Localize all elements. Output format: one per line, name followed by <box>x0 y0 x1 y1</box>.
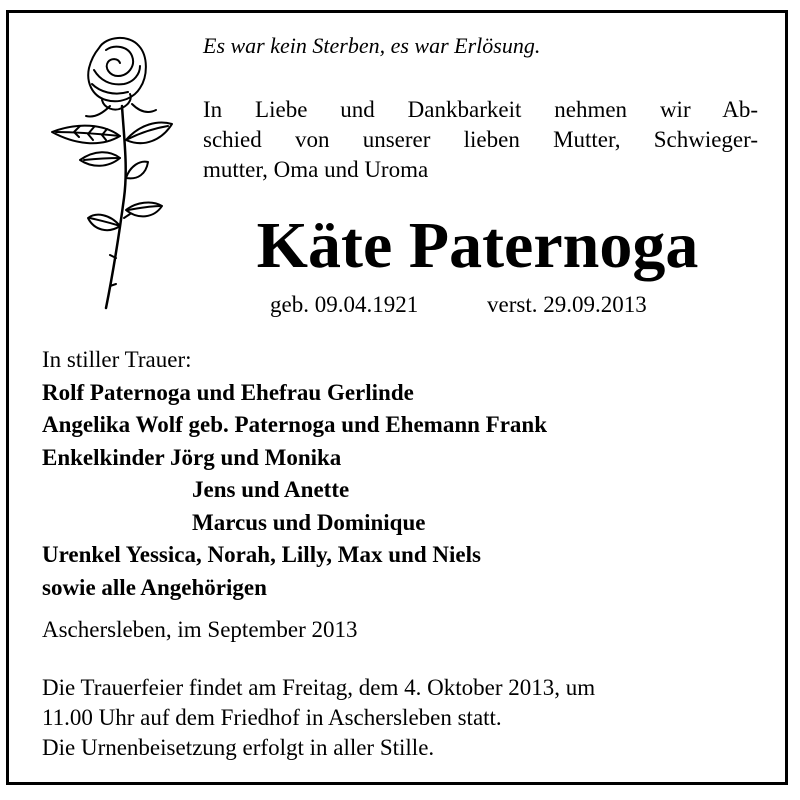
mourner-line: Enkelkinder Jörg und Monika <box>42 444 342 470</box>
mourner-line: Rolf Paternoga und Ehefrau Gerlinde <box>42 379 414 405</box>
motto: Es war kein Sterben, es war Erlösung. <box>203 33 541 58</box>
intro-text <box>203 95 758 185</box>
funeral-notice <box>42 673 595 763</box>
mourner-line: Urenkel Yessica, Norah, Lilly, Max und Niels <box>42 542 481 567</box>
intro-line: mutter, Oma und Uroma <box>203 157 429 182</box>
birth-date: geb. 09.04.1921 <box>270 292 419 317</box>
mourner-line: Marcus und Dominique <box>192 509 426 535</box>
notice-line: Die Trauerfeier findet am Freitag, dem 4. Oktober 2013, um <box>42 675 596 700</box>
mourner-line: Jens und Anette <box>192 477 350 502</box>
notice-line: 11.00 Uhr auf dem Friedhof in Aschersleben statt. <box>42 705 502 730</box>
intro-line: In Liebe und Dankbarkeit nehmen wir Ab- <box>203 97 758 122</box>
mourner-line: sowie alle Angehörigen <box>42 574 267 600</box>
place-date: Aschersleben, im September 2013 <box>42 617 358 642</box>
death-date: verst. 29.09.2013 <box>487 292 647 317</box>
notice-line: Die Urnenbeisetzung erfolgt in aller Stille. <box>42 735 435 760</box>
intro-line: schied von unserer lieben Mutter, Schwieger- <box>203 127 758 152</box>
mourners-heading: In stiller Trauer: <box>42 347 192 372</box>
mourners-list <box>42 344 547 604</box>
deceased-name: Käte Paternoga <box>256 209 699 282</box>
mourner-line: Angelika Wolf geb. Paternoga und Ehemann Frank <box>42 412 548 437</box>
